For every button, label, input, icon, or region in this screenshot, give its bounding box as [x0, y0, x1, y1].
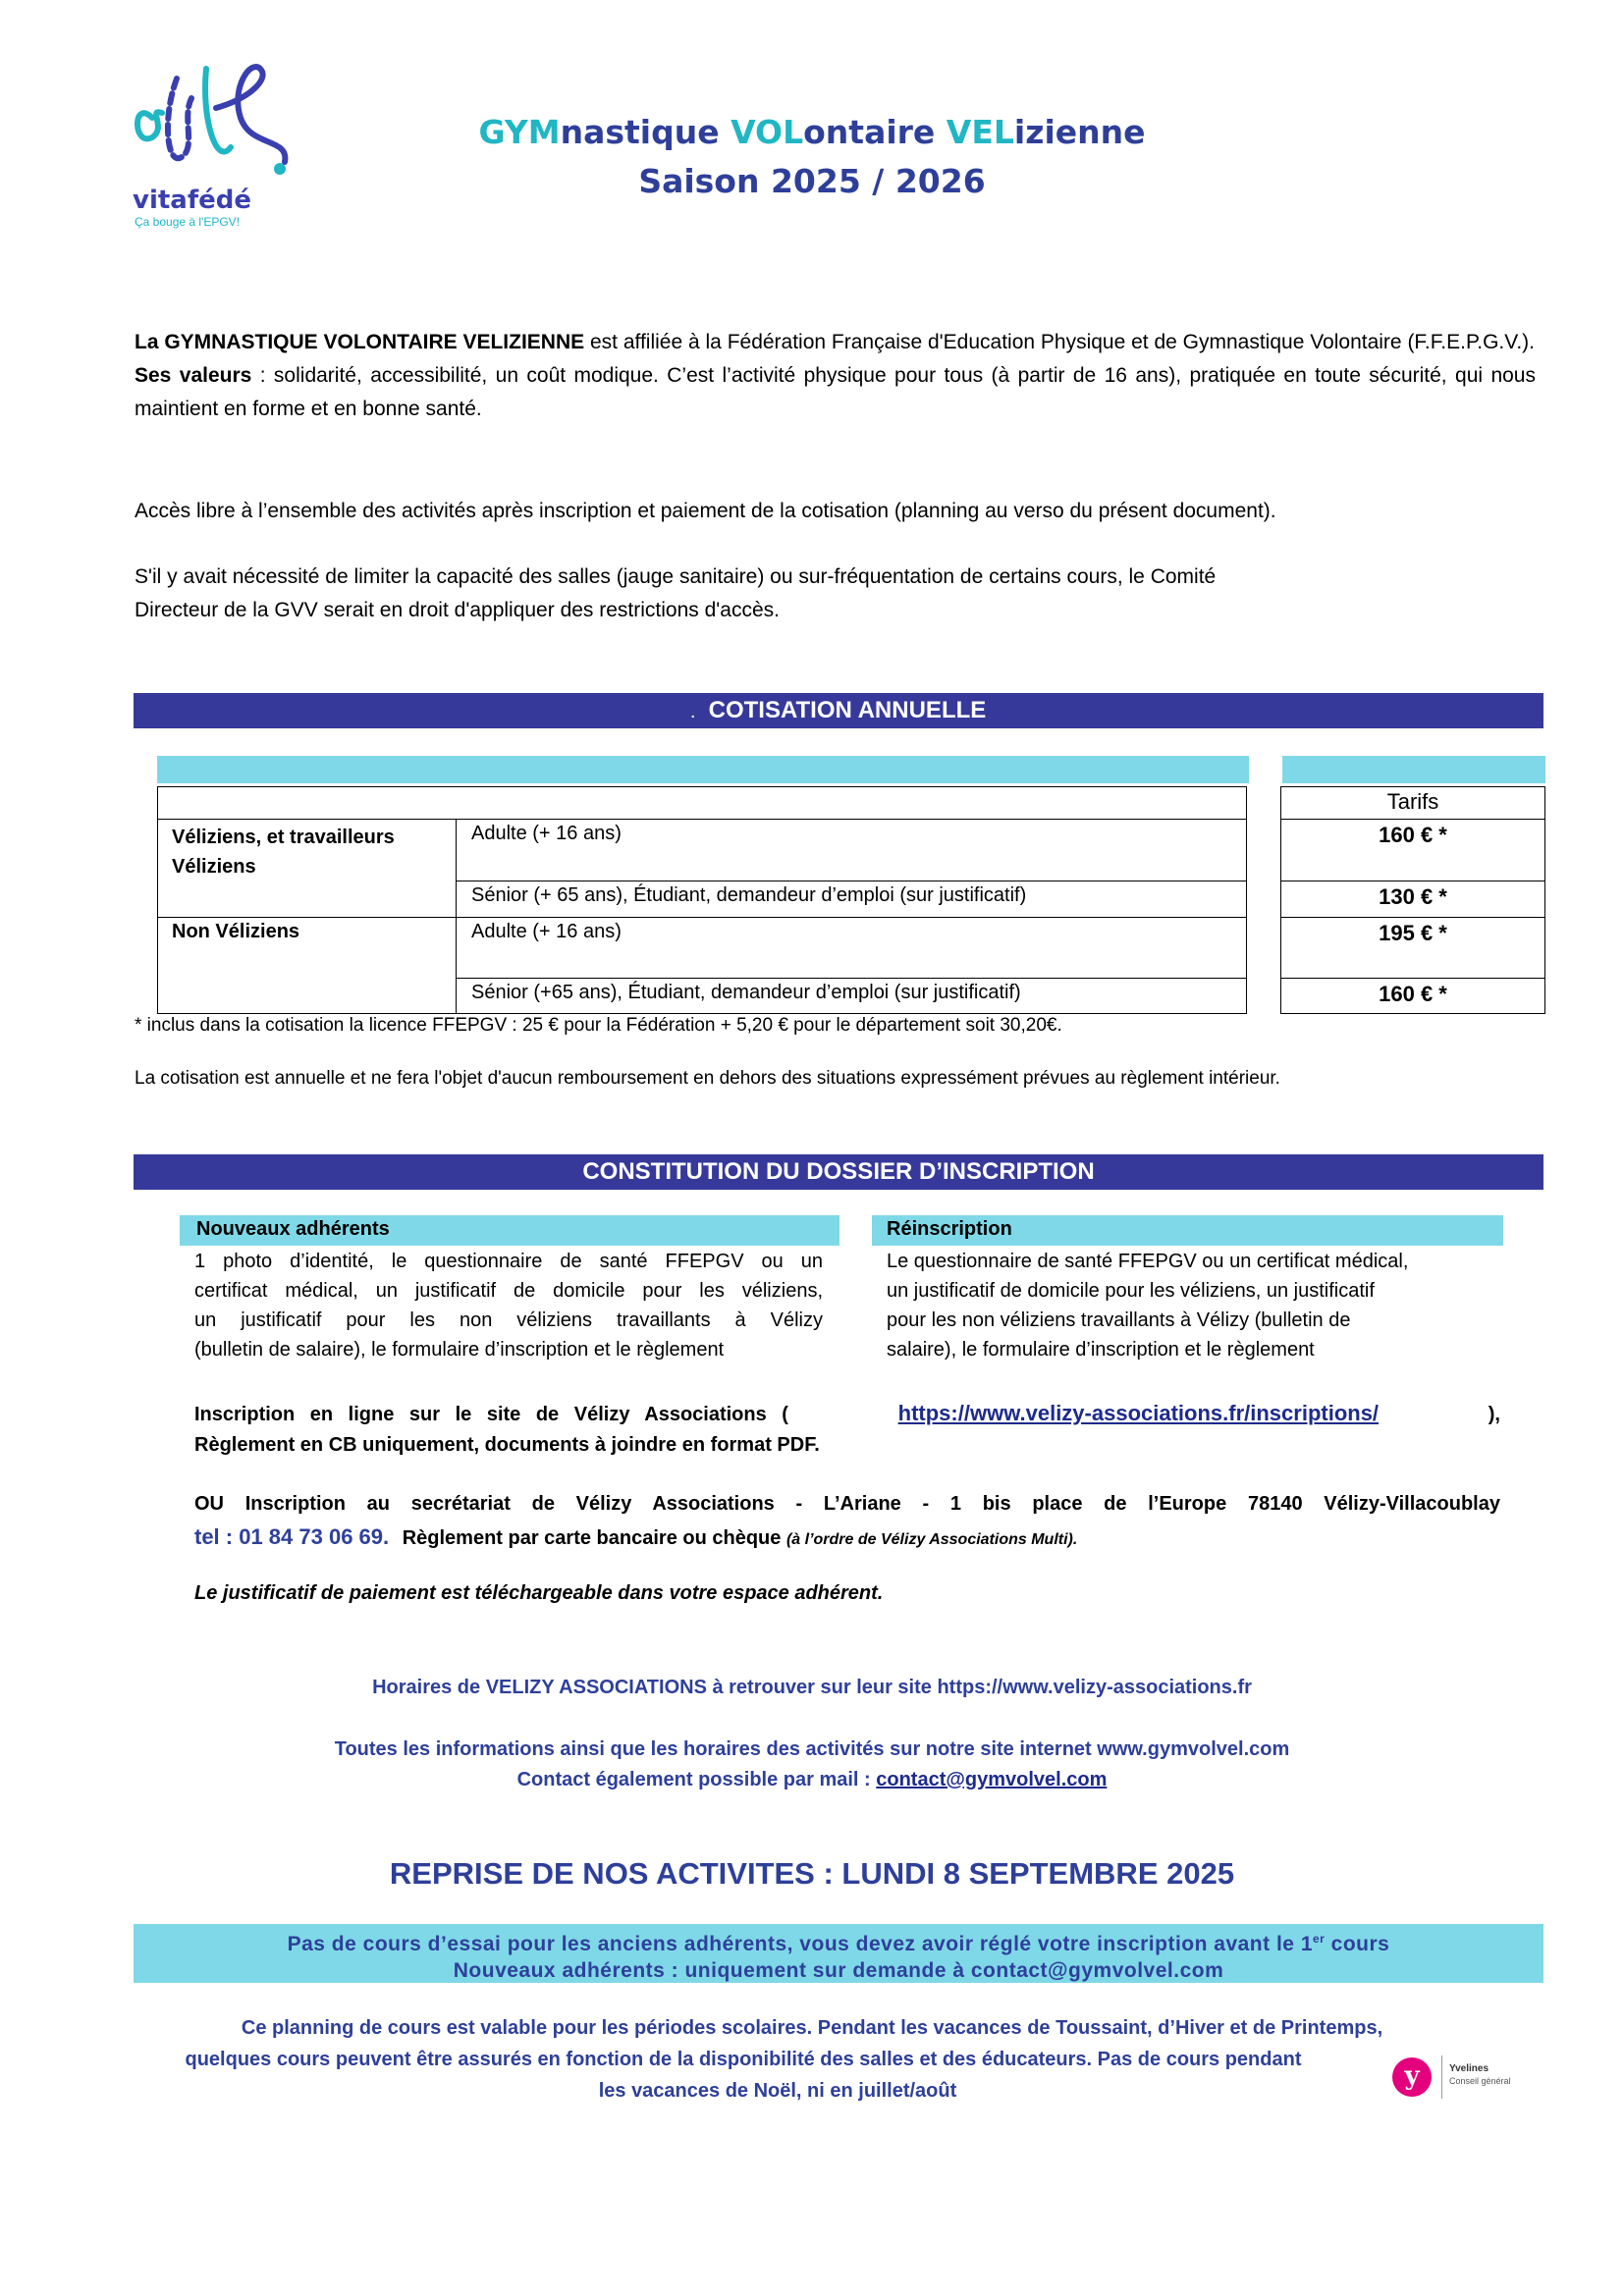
requirement-line: Le questionnaire de santé FFEPGV ou un certificat médical, [887, 1251, 1409, 1272]
contact-info [0, 1769, 1624, 1791]
requirement-line: salaire), le formulaire d’inscription et le règlement [887, 1339, 1315, 1361]
renewal-requirements [887, 1247, 1495, 1364]
requirement-line: un justificatif de domicile pour les véliziens, un justificatif [887, 1280, 1375, 1302]
requirement-line: 1 photo d’identité, le questionnaire de santé FFEPGV ou un [194, 1251, 823, 1272]
cotisation-footnote: * inclus dans la cotisation la licence FFEPGV : 25 € pour la Fédération + 5,20 € pour le département soit 30,20€. [135, 1015, 1062, 1036]
group-label: Véliziens, et travailleurs Véliziens [172, 827, 395, 878]
title-part: VEL [946, 113, 1014, 151]
price-value: 195 € * [1379, 921, 1447, 945]
intro-bold: La GYMNASTIQUE VOLONTAIRE VELIZIENNE [135, 331, 585, 353]
planning-note [98, 2012, 1526, 2107]
intro-text: est affiliée à la Fédération Française d'Education Physique et de Gymnastique Volontaire (F.F.E.P.G.V.). [584, 331, 1535, 353]
yvelines-emblem-icon: y [1392, 2057, 1432, 2097]
velizy-hours-info: Horaires de VELIZY ASSOCIATIONS à retrouver sur leur site https://www.velizy-associations.fr [372, 1677, 1252, 1698]
restrictions-line: Directeur de la GVV serait en droit d'appliquer des restrictions d'accès. [135, 599, 780, 621]
table-divider [1280, 978, 1545, 979]
price-value: 160 € * [1379, 982, 1447, 1006]
office-phone: tel : 01 84 73 06 69. [194, 1524, 390, 1549]
intro-paragraph-1 [135, 326, 1536, 426]
table-header-bar-right [1282, 756, 1545, 783]
planning-line: quelques cours peuvent être assurés en fonction de la disponibilité des salles et des éducateurs. Pas de cours pendant [185, 2049, 1302, 2070]
office-address: OU Inscription au secrétariat de Vélizy Associations - L’Ariane - 1 bis place de l’Europe 78140 Vélizy-Villacoublay [194, 1493, 1500, 1515]
title-line2: Saison 2025 / 2026 [638, 162, 986, 200]
values-bold: Ses valeurs [135, 364, 252, 387]
receipt-note: Le justificatif de paiement est téléchargeable dans votre espace adhérent. [194, 1582, 884, 1604]
notice-text: Pas de cours d’essai pour les anciens adhérents, vous devez avoir réglé votre inscription avant le 1 [287, 1933, 1313, 1955]
category-label: Sénior (+ 65 ans), Étudiant, demandeur d’emploi (sur justificatif) [471, 884, 1027, 906]
title-part: ontaire [803, 113, 947, 151]
notice-text: cours [1325, 1933, 1390, 1955]
office-order: (à l’ordre de Vélizy Associations Multi). [785, 1531, 1078, 1548]
restrictions-line: S'il y avait nécessité de limiter la capacité des salles (jauge sanitaire) ou sur-fréquentation de certains cours, le Comité [135, 565, 1217, 588]
title-part: izienne [1013, 113, 1146, 151]
title-part: GYM [478, 113, 561, 151]
cotisation-title: COTISATION ANNUELLE [708, 697, 987, 723]
planning-line: les vacances de Noël, ni en juillet/août [598, 2080, 957, 2102]
band-dot: . [690, 705, 695, 721]
price-value: 160 € * [1379, 823, 1447, 847]
office-registration [194, 1487, 1500, 1557]
office-line2 [194, 1521, 1500, 1557]
yvelines-logo [1392, 2054, 1530, 2103]
velizy-inscriptions-link[interactable]: https://www.velizy-associations.fr/inscriptions/ [897, 1401, 1380, 1425]
category-label: Sénior (+65 ans), Étudiant, demandeur d’emploi (sur justificatif) [471, 982, 1021, 1003]
title-part: nastique [560, 113, 731, 151]
online-line [194, 1398, 1500, 1430]
yvelines-divider [1441, 2056, 1442, 2099]
reprise-notice [134, 1926, 1543, 1984]
yvelines-name: Yvelines [1449, 2063, 1489, 2074]
requirement-line: un justificatif pour les non véliziens travaillants à Vélizy [194, 1309, 823, 1331]
title-part: VOL [731, 113, 804, 151]
reprise-notice-line2: Nouveaux adhérents : uniquement sur demande à contact@gymvolvel.com [453, 1959, 1224, 1982]
price-value: 130 € * [1379, 884, 1447, 909]
values-text: : solidarité, accessibilité, un coût modique. C’est l’activité physique pour tous (à partir de 16 ans), pratiquée en toute sécurité, qui nous maintient en forme et en bonne santé. [135, 364, 1536, 420]
table-divider [157, 819, 1247, 820]
online-payment-note: Règlement en CB uniquement, documents à joindre en format PDF. [194, 1434, 820, 1456]
table-header-bar-left [157, 756, 1249, 783]
logo-tagline: Ça bouge à l'EPGV! [135, 215, 241, 229]
category-label: Adulte (+ 16 ans) [471, 921, 622, 942]
yvelines-sub: Conseil général [1449, 2076, 1511, 2086]
table-divider [157, 917, 1247, 918]
online-text: Inscription en ligne sur le site de Vélizy Associations ( [194, 1404, 788, 1425]
cotisation-band [134, 693, 1543, 728]
page-title [0, 108, 1624, 206]
logo-name: vitafédé [133, 186, 252, 215]
online-close: ), [1488, 1404, 1500, 1425]
office-payment: Règlement par carte bancaire ou chèque [402, 1527, 782, 1549]
title-line1 [0, 108, 1624, 157]
table-divider [1280, 819, 1545, 820]
cotisation-notice: La cotisation est annuelle et ne fera l'objet d'aucun remboursement en dehors des situations expressément prévues au règlement intérieur. [135, 1068, 1280, 1089]
new-members-title: Nouveaux adhérents [196, 1218, 390, 1240]
contact-text: Contact également possible par mail : [516, 1769, 871, 1790]
intro-paragraph-access: Accès libre à l’ensemble des activités après inscription et paiement de la cotisation (planning au verso du présent document). [135, 500, 1276, 522]
table-divider [1280, 917, 1545, 918]
online-registration [194, 1398, 1500, 1461]
requirement-line: certificat médical, un justificatif de domicile pour les véliziens, [194, 1280, 823, 1302]
reprise-notice-line1 [134, 1926, 1543, 1957]
intro-paragraph-restrictions [135, 561, 1536, 627]
tarifs-header: Tarifs [1386, 789, 1439, 814]
notice-sup: er [1313, 1932, 1326, 1946]
requirement-line: (bulletin de salaire), le formulaire d’inscription et le règlement [194, 1339, 725, 1361]
website-info: Toutes les informations ainsi que les horaires des activités sur notre site internet www.gymvolvel.com [334, 1738, 1290, 1760]
category-label: Adulte (+ 16 ans) [471, 823, 622, 844]
renewal-title: Réinscription [887, 1218, 1012, 1240]
requirement-line: pour les non véliziens travaillants à Vélizy (bulletin de [887, 1309, 1351, 1331]
planning-line: Ce planning de cours est valable pour les périodes scolaires. Pendant les vacances de Toussaint, d’Hiver et de Printemps, [241, 2017, 1383, 2039]
table-divider [456, 978, 1247, 979]
new-members-requirements [194, 1247, 823, 1364]
reprise-title: REPRISE DE NOS ACTIVITES : LUNDI 8 SEPTEMBRE 2025 [389, 1856, 1235, 1891]
group-label: Non Véliziens [172, 921, 300, 942]
contact-email-link[interactable]: contact@gymvolvel.com [876, 1769, 1108, 1790]
dossier-band: CONSTITUTION DU DOSSIER D’INSCRIPTION [134, 1154, 1543, 1190]
